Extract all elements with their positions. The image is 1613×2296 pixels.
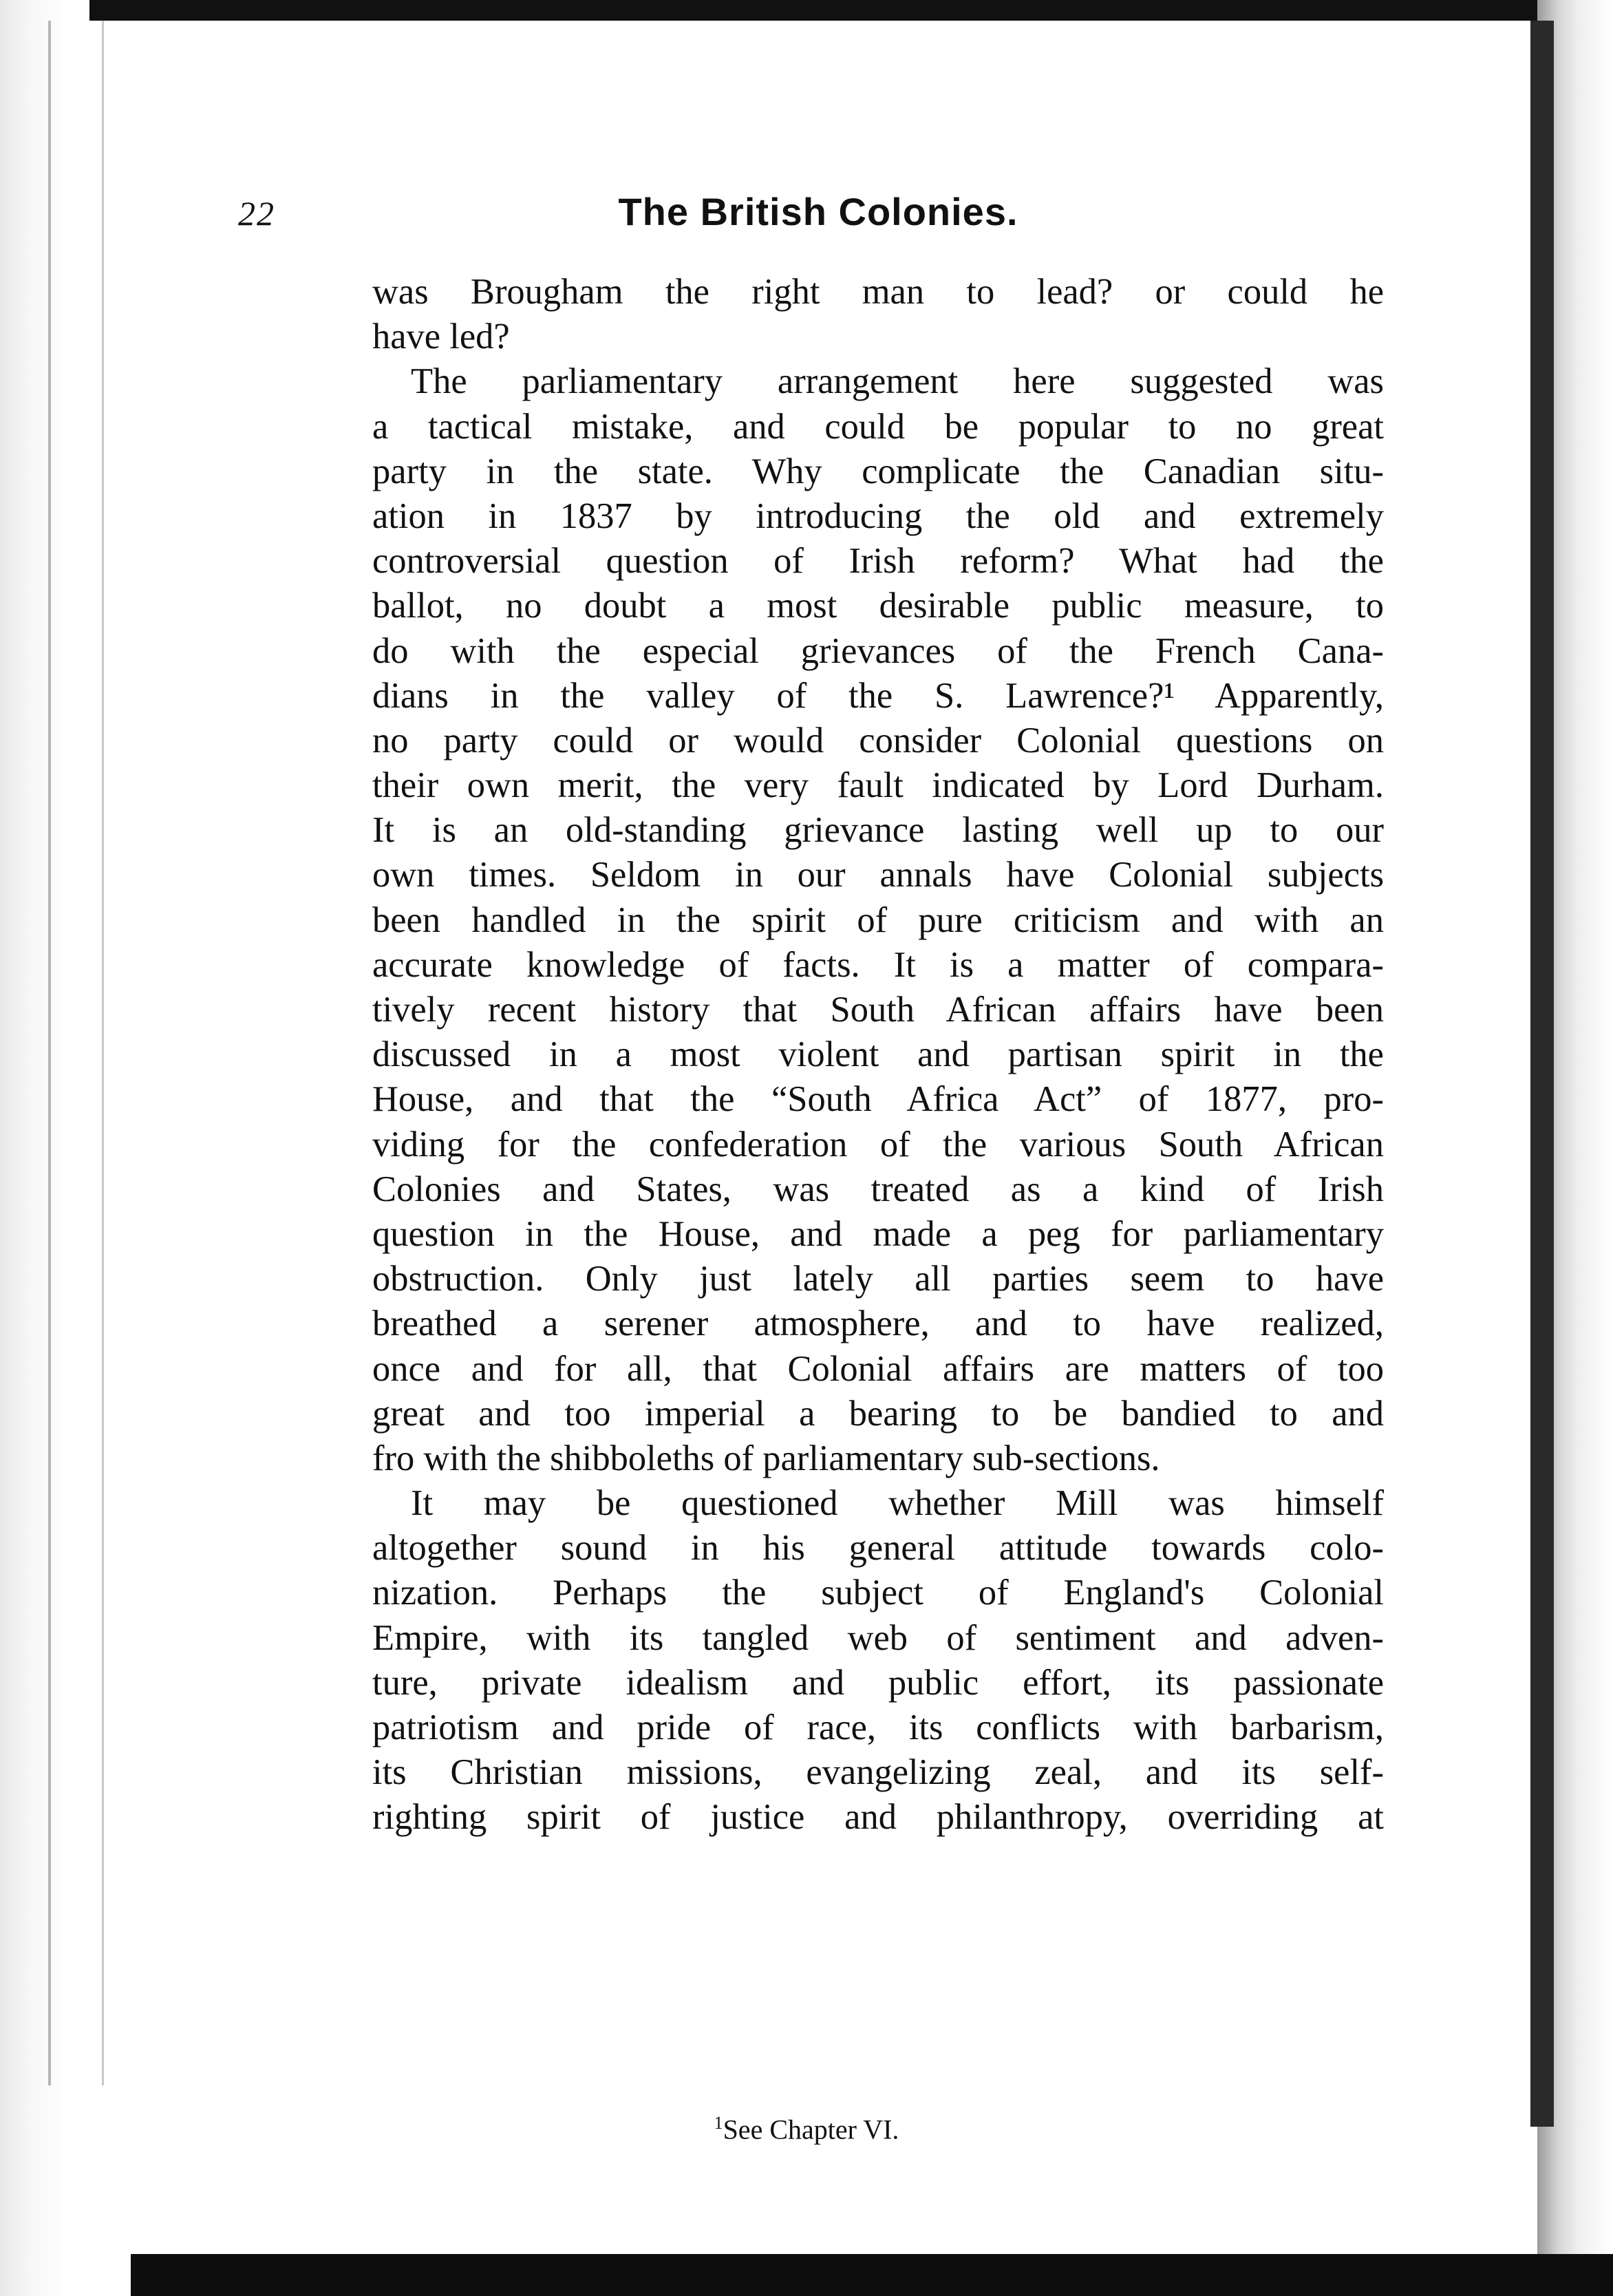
scan-binding-line-inner	[102, 21, 104, 2085]
scan-binding-line	[48, 21, 51, 2085]
text-line: no party could or would consider Colonial questions on	[372, 720, 1384, 761]
text-line: It may be questioned whether Mill was himself	[411, 1483, 1384, 1524]
text-line: their own merit, the very fault indicated by Lord Durham.	[372, 765, 1384, 806]
text-line: altogether sound in his general attitude towards colo-	[372, 1528, 1384, 1569]
text-line: accurate knowledge of facts. It is a matter of compara-	[372, 944, 1384, 985]
text-line: been handled in the spirit of pure criticism and with an	[372, 900, 1384, 940]
text-line: a tactical mistake, and could be popular to no great	[372, 406, 1384, 447]
text-line: viding for the confederation of the various South African	[372, 1124, 1384, 1165]
text-line: breathed a serener atmosphere, and to have realized,	[372, 1304, 1384, 1344]
footnote	[0, 2113, 1613, 2145]
text-line: righting spirit of justice and philanthropy, overriding at	[372, 1797, 1384, 1838]
text-line: ballot, no doubt a most desirable public measure, to	[372, 586, 1384, 626]
text-line: Empire, with its tangled web of sentiment and adven-	[372, 1617, 1384, 1658]
text-line: was Brougham the right man to lead? or could he	[372, 272, 1384, 312]
text-line: House, and that the “South Africa Act” of 1877, pro-	[372, 1079, 1384, 1120]
text-line: dians in the valley of the S. Lawrence?¹ Apparently,	[372, 675, 1384, 716]
text-line: question in the House, and made a peg for parliamentary	[372, 1213, 1384, 1254]
text-line: nization. Perhaps the subject of England's Colonial	[372, 1573, 1384, 1613]
text-line: party in the state. Why complicate the Canadian situ-	[372, 451, 1384, 491]
text-line: great and too imperial a bearing to be bandied to and	[372, 1393, 1384, 1434]
scan-bottom-border	[131, 2254, 1613, 2296]
text-line: fro with the shibboleths of parliamentary sub-sections.	[372, 1438, 1160, 1478]
text-line: have led?	[372, 317, 510, 357]
text-line: tively recent history that South African affairs have been	[372, 990, 1384, 1030]
body-text	[372, 270, 1384, 1840]
text-line: The parliamentary arrangement here suggested was	[411, 361, 1384, 402]
text-line: own times. Seldom in our annals have Colonial subjects	[372, 855, 1384, 895]
text-line: its Christian missions, evangelizing zeal, and its self-	[372, 1752, 1384, 1793]
text-line: ture, private idealism and public effort, its passionate	[372, 1662, 1384, 1703]
footnote-text: See Chapter VI.	[723, 2114, 899, 2145]
scan-top-border	[0, 0, 1613, 21]
text-line: controversial question of Irish reform? What had the	[372, 541, 1384, 582]
footnote-marker: 1	[714, 2113, 723, 2133]
text-line: patriotism and pride of race, its conflicts with barbarism,	[372, 1708, 1384, 1747]
scan-left-margin	[0, 0, 89, 2296]
running-title: The British Colonies.	[618, 190, 1018, 233]
scan-page-edge-shadow	[1530, 21, 1554, 2127]
text-line: do with the especial grievances of the French Cana-	[372, 630, 1384, 671]
page-header	[238, 189, 1398, 244]
text-line: once and for all, that Colonial affairs are matters of too	[372, 1348, 1384, 1389]
text-line: It is an old-standing grievance lasting well up to our	[372, 810, 1384, 851]
text-line: discussed in a most violent and partisan spirit in the	[372, 1034, 1384, 1075]
text-line: ation in 1837 by introducing the old and extremely	[372, 496, 1384, 536]
text-line: Colonies and States, was treated as a kind of Irish	[372, 1169, 1384, 1209]
text-line: obstruction. Only just lately all parties seem to have	[372, 1259, 1384, 1299]
page-number: 22	[238, 194, 275, 233]
